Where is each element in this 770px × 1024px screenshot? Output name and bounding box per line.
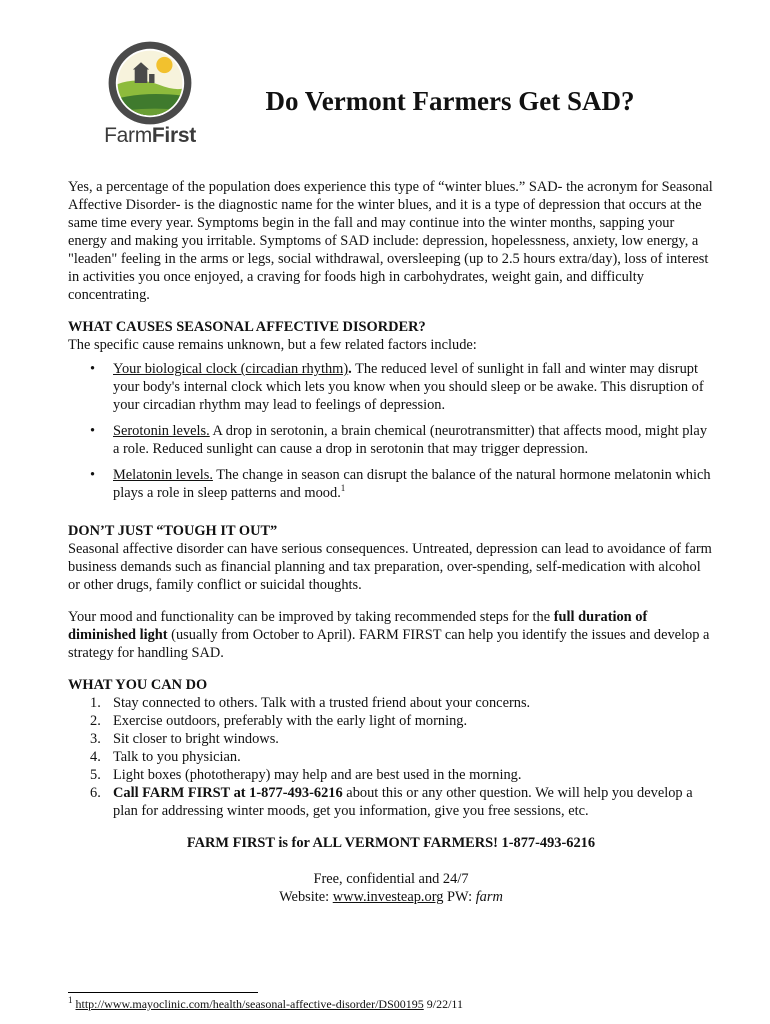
list-item: 2. Exercise outdoors, preferably with the early light of morning. [90, 713, 468, 729]
cause-text: The change in season can disrupt the balance of the natural hormone melatonin which plays a role in sleep patterns and mood. [113, 467, 711, 501]
list-item [68, 466, 714, 502]
farm-landscape-icon [105, 38, 195, 128]
tough-paragraph: Seasonal affective disorder can have serious consequences. Untreated, depression can lead to avoidance of farm business demands such as financial planning and tax preparation, over-spending, self-medication with alcohol or other drugs, family conflict or suicidal thoughts. [68, 541, 712, 593]
causes-list [68, 360, 714, 502]
document-body [68, 178, 714, 906]
bullet-icon: • [90, 361, 96, 377]
cause-text: A drop in serotonin, a brain chemical (neurotransmitter) that affects mood, might play a role. Reduced sunlight can cause a drop in serotonin that may trigger depression. [113, 423, 708, 457]
causes-heading: WHAT CAUSES SEASONAL AFFECTIVE DISORDER? [68, 319, 426, 335]
cause-label: Melatonin levels. [113, 467, 213, 483]
website-link[interactable]: www.investeap.org [332, 889, 444, 905]
list-item: • Your biological clock (circadian rhythm). The reduced level of sunlight in fall and winter may disrupt your body's internal clock which lets you know when you should sleep or be awake. This disruption of your circadian rhythm may lead to feelings of depression. [90, 361, 704, 413]
footnote: $^1$ http://www.mayoclinic.com/health/seasonal-affective-disorder/DS00195 9/22/11 [68, 995, 463, 1011]
cause-label: Your biological clock (circadian rhythm) [113, 361, 349, 377]
todo-list [68, 694, 714, 820]
page-title: Do Vermont Farmers Get SAD? [265, 86, 635, 116]
password-value: farm [475, 889, 503, 905]
list-item: 5. Light boxes (phototherapy) may help and are best used in the morning. [90, 767, 522, 783]
list-item: 1. Stay connected to others. Talk with a trusted friend about your concerns. [90, 695, 531, 711]
farmfirst-logo [96, 38, 204, 146]
cause-text: The reduced level of sunlight in fall and winter may disrupt your body's internal clock which lets you know when you should sleep or be awake. This disruption of your circadian rhythm may lead to feelings of depression. [113, 361, 704, 413]
contact-line: Free, confidential and 24/7 [313, 871, 469, 887]
bullet-icon: • [90, 423, 96, 439]
causes-lead: The specific cause remains unknown, but a few related factors include: [68, 337, 477, 353]
mood-emphasis: full duration of diminished light [68, 609, 648, 643]
intro-paragraph: Yes, a percentage of the population does experience this type of “winter blues.” SAD- the acronym for Seasonal Affective Disorder- is the diagnostic name for the winter blues, and it is a type of depression that occurs at the same time every year. Symptoms begin in the fall and may continue into the winter months, sapping your energy and making you irritable. Symptoms of SAD include: depression, hopelessness, anxiety, low energy, a "leaden" feeling in the arms or legs, social withdrawal, oversleeping (up to 2.5 hours extra/day), loss of interest in activities you once enjoyed, a craving for foods high in carbohydrates, weight gain, and difficulty concentrating. [68, 179, 713, 303]
list-item [68, 422, 714, 458]
phone-callout: Call FARM FIRST at 1-877-493-6216 [113, 785, 343, 801]
tough-heading: DON’T JUST “TOUGH IT OUT” [68, 523, 278, 539]
footnote-ref: 1 [340, 483, 346, 494]
mood-paragraph: Your mood and functionality can be improved by taking recommended steps for the full duration of diminished light (usually from October to April). FARM FIRST can help you identify the issues and develop a strategy for handling SAD. [68, 609, 710, 661]
todo-heading: WHAT YOU CAN DO [68, 677, 208, 693]
website-line: Website: www.investeap.org PW: farm [279, 889, 503, 905]
cta-line: FARM FIRST is for ALL VERMONT FARMERS! 1-877-493-6216 [186, 835, 596, 851]
bullet-icon: • [90, 467, 96, 483]
list-item: 4. Talk to you physician. [90, 749, 241, 765]
cause-label: Serotonin levels. [113, 423, 210, 439]
logo-wordmark: FarmFirst [104, 124, 196, 147]
footnote-link[interactable]: http://www.mayoclinic.com/health/seasonal-affective-disorder/DS00195 [75, 997, 424, 1011]
list-item: 6. Call FARM FIRST at 1-877-493-6216 about this or any other question. We will help you develop a plan for addressing winter moods, get you information, give you free sessions, etc. [90, 785, 693, 819]
footnote-divider [68, 992, 258, 993]
list-item: 3. Sit closer to bright windows. [90, 731, 279, 747]
